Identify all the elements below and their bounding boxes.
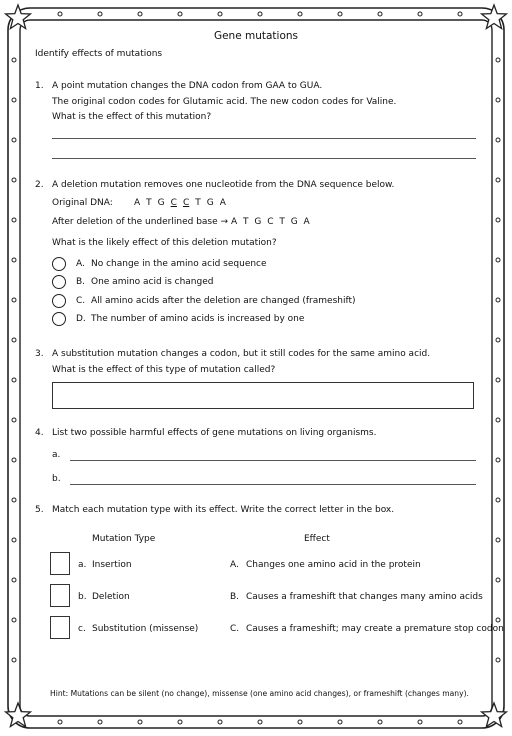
border-dot: [418, 720, 422, 724]
option-b-text: One amino acid is changed: [91, 277, 214, 287]
match-box-substitution[interactable]: [50, 616, 70, 639]
border-dot: [496, 578, 500, 582]
border-dot: [458, 12, 462, 16]
option-a-text: No change in the amino acid sequence: [91, 259, 267, 269]
border-dot: [12, 298, 16, 302]
border-dot: [218, 12, 222, 16]
q1-number: 1.: [35, 81, 44, 91]
border-dot: [496, 98, 500, 102]
border-dot: [496, 378, 500, 382]
effect-b-text: Causes a frameshift that changes many amino acids: [246, 592, 483, 602]
page-title: Gene mutations: [213, 30, 299, 42]
border-dot: [378, 12, 382, 16]
q2-question: What is the likely effect of this deletion mutation?: [52, 238, 277, 248]
border-dot: [12, 138, 16, 142]
option-d-radio[interactable]: [52, 312, 66, 326]
border-dot: [12, 258, 16, 262]
border-dot: [496, 338, 500, 342]
after-deletion-sequence: A T G C T G A: [231, 217, 310, 227]
border-dot: [338, 720, 342, 724]
match-box-insertion[interactable]: [50, 552, 70, 575]
original-dna-label: Original DNA:: [52, 198, 113, 208]
border-dot: [218, 720, 222, 724]
border-dot: [12, 98, 16, 102]
border-dot: [298, 12, 302, 16]
border-dot: [496, 178, 500, 182]
option-c-letter: C.: [76, 296, 86, 306]
border-dot: [258, 720, 262, 724]
type-deletion: Deletion: [92, 592, 130, 602]
q1-line1: A point mutation changes the DNA codon from GAA to GUA.: [52, 81, 323, 91]
base: A: [219, 198, 226, 208]
base: A: [134, 198, 141, 208]
hint-text: Hint: Mutations can be silent (no change), missense (one amino acid changes), or frameshift (changes many).: [50, 689, 469, 698]
border-dot: [496, 418, 500, 422]
effect-a-text: Changes one amino acid in the protein: [246, 560, 421, 570]
type-a-letter: a.: [78, 560, 87, 570]
subtitle: Identify effects of mutations: [35, 49, 163, 59]
border-dot: [12, 418, 16, 422]
q2-text: A deletion mutation removes one nucleotide from the DNA sequence below.: [52, 180, 395, 190]
q1-answer-line-2[interactable]: [52, 158, 476, 159]
q4-a-answer-line[interactable]: [70, 460, 476, 461]
border-dot: [178, 12, 182, 16]
option-b-letter: B.: [76, 277, 86, 287]
q1-line2: The original codon codes for Glutamic acid. The new codon codes for Valine.: [52, 97, 397, 107]
original-dna-sequence: [134, 198, 232, 208]
q3-line1: A substitution mutation changes a codon, but it still codes for the same amino acid.: [52, 349, 431, 359]
border-dot: [98, 12, 102, 16]
border-dot: [496, 58, 500, 62]
border-dot: [12, 458, 16, 462]
border-dot: [496, 458, 500, 462]
border-dot: [418, 12, 422, 16]
border-dot: [12, 618, 16, 622]
border-dot: [258, 12, 262, 16]
border-dot: [12, 378, 16, 382]
option-c-text: All amino acids after the deletion are changed (frameshift): [91, 296, 356, 306]
border-dot: [178, 720, 182, 724]
type-c-letter: c.: [78, 624, 86, 634]
border-dot: [298, 720, 302, 724]
option-c-radio[interactable]: [52, 294, 66, 308]
border-dot: [496, 258, 500, 262]
base: G: [206, 198, 214, 208]
border-dot: [138, 720, 142, 724]
base: T: [195, 198, 201, 208]
option-a-radio[interactable]: [52, 257, 66, 271]
border-dot: [496, 138, 500, 142]
effect-header: Effect: [304, 534, 330, 544]
border-dot: [12, 178, 16, 182]
border-dot: [98, 720, 102, 724]
q5-number: 5.: [35, 505, 44, 515]
q3-question: What is the effect of this type of mutation called?: [52, 365, 276, 375]
border-dot: [58, 12, 62, 16]
q4-text: List two possible harmful effects of gene mutations on living organisms.: [52, 428, 377, 438]
mutation-type-header: Mutation Type: [92, 534, 156, 544]
border-dot: [12, 538, 16, 542]
border-dot: [378, 720, 382, 724]
border-dot: [338, 12, 342, 16]
border-dot: [12, 338, 16, 342]
border-dot: [496, 658, 500, 662]
after-deletion-label: After deletion of the underlined base →: [52, 217, 229, 227]
match-box-deletion[interactable]: [50, 584, 70, 607]
q1-question: What is the effect of this mutation?: [52, 112, 212, 122]
border-dot: [12, 498, 16, 502]
q5-text: Match each mutation type with its effect. Write the correct letter in the box.: [52, 505, 395, 515]
q4-a-label: a.: [52, 450, 61, 460]
q4-b-answer-line[interactable]: [70, 484, 476, 485]
q3-answer-box[interactable]: [52, 382, 474, 409]
option-a-letter: A.: [76, 259, 85, 269]
option-d-letter: D.: [76, 314, 86, 324]
border-dot: [12, 218, 16, 222]
q3-number: 3.: [35, 349, 44, 359]
border-dot: [496, 498, 500, 502]
effect-c-letter: C.: [230, 624, 240, 634]
base: C: [170, 198, 177, 208]
type-substitution: Substitution (missense): [92, 624, 199, 634]
corner-star-icon: [482, 703, 507, 727]
q4-number: 4.: [35, 428, 44, 438]
base: T: [146, 198, 152, 208]
border-dot: [12, 578, 16, 582]
underlined-base: C: [182, 198, 190, 208]
base: G: [157, 198, 165, 208]
border-dot: [496, 618, 500, 622]
border-dot: [58, 720, 62, 724]
q2-number: 2.: [35, 180, 44, 190]
border-dot: [496, 538, 500, 542]
border-dot: [458, 720, 462, 724]
border-dot: [12, 58, 16, 62]
effect-a-letter: A.: [230, 560, 239, 570]
q4-b-label: b.: [52, 474, 61, 484]
q1-answer-line-1[interactable]: [52, 138, 476, 139]
effect-b-letter: B.: [230, 592, 240, 602]
type-insertion: Insertion: [92, 560, 132, 570]
corner-star-icon: [6, 703, 31, 727]
border-dot: [12, 658, 16, 662]
border-dot: [496, 218, 500, 222]
border-dot: [496, 298, 500, 302]
option-b-radio[interactable]: [52, 275, 66, 289]
type-b-letter: b.: [78, 592, 87, 602]
border-dot: [138, 12, 142, 16]
effect-c-text: Causes a frameshift; may create a premature stop codon: [246, 624, 504, 634]
option-d-text: The number of amino acids is increased by one: [91, 314, 305, 324]
